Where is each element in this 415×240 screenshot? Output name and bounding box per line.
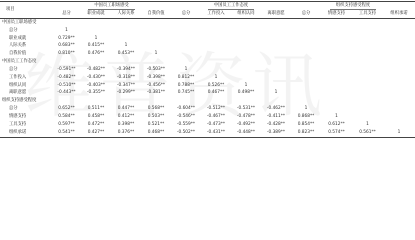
table-cell: 0.745** <box>177 90 195 96</box>
table-cell <box>352 89 383 97</box>
table-cell: -0.347** <box>116 82 136 88</box>
table-cell <box>321 35 352 43</box>
table-cell: -0.604** <box>176 106 196 112</box>
table-cell: 0.574** <box>321 129 352 137</box>
row-label: 总分 <box>9 106 18 112</box>
table-cell <box>352 74 383 82</box>
table-cell <box>352 82 383 90</box>
table-cell: 0.447** <box>117 106 135 112</box>
table-row <box>0 113 415 121</box>
correlation-table <box>0 1 415 138</box>
table-cell <box>231 50 261 58</box>
table-cell <box>141 35 171 43</box>
table-cell <box>231 42 261 50</box>
table-cell <box>171 58 201 66</box>
table-cell: 0.415** <box>87 43 105 49</box>
row-label: 情感支持 <box>9 113 27 119</box>
table-cell <box>383 35 415 43</box>
section-row <box>0 18 415 26</box>
table-row <box>0 89 415 97</box>
table-cell: -0.355** <box>86 90 106 96</box>
table-cell <box>352 97 383 105</box>
table-cell <box>261 82 291 90</box>
table-cell <box>171 35 201 43</box>
table-cell <box>291 58 321 66</box>
table-cell <box>383 27 415 35</box>
table-cell: -0.462** <box>266 106 286 112</box>
table-cell <box>111 97 141 105</box>
table-row <box>0 50 415 58</box>
table-cell <box>201 97 231 105</box>
table-cell <box>171 27 201 35</box>
table-cell <box>231 58 261 66</box>
table-cell <box>321 105 352 113</box>
table-cell <box>291 35 321 43</box>
row-label: 总分 <box>9 27 18 33</box>
table-cell: 1 <box>335 113 338 119</box>
table-cell: 0.468** <box>141 129 171 137</box>
table-cell <box>321 89 352 97</box>
table-cell: 1 <box>124 43 128 49</box>
table-cell <box>231 27 261 35</box>
table-cell <box>52 58 81 66</box>
table-cell <box>352 58 383 66</box>
table-cell: 0.561** <box>352 129 383 137</box>
table-cell <box>261 18 291 26</box>
table-cell <box>201 27 231 35</box>
table-cell <box>352 27 383 35</box>
table-cell: -0.430** <box>86 74 106 80</box>
table-cell: -0.473** <box>206 121 226 127</box>
table-cell: -0.591** <box>57 66 76 72</box>
table-row <box>0 74 415 82</box>
table-cell: 0.503** <box>147 113 165 119</box>
table-cell: 0.526** <box>207 82 225 88</box>
table-cell: 1 <box>383 129 415 137</box>
table-cell: -0.398** <box>146 74 166 80</box>
table-row <box>0 105 415 113</box>
table-cell <box>111 27 141 35</box>
table-row <box>0 27 415 35</box>
column-header: 离职意愿 <box>261 10 291 18</box>
section-label: 中国员工工作态度 <box>2 59 37 65</box>
section-row <box>0 97 415 105</box>
table-cell <box>383 113 415 121</box>
table-cell: -0.403** <box>86 82 106 88</box>
table-cell: 0.683** <box>58 43 75 49</box>
table-row <box>0 121 415 129</box>
column-header: 总分 <box>291 10 321 18</box>
table-cell <box>383 89 415 97</box>
group-header: 中国员工工作态度 <box>171 2 291 11</box>
table-cell: -0.482** <box>57 74 76 80</box>
table-cell <box>261 42 291 50</box>
table-cell <box>231 35 261 43</box>
table-cell: 0.427** <box>81 129 111 137</box>
table-cell <box>261 66 291 74</box>
table-cell <box>201 66 231 74</box>
table-cell <box>201 42 231 50</box>
row-label: 离职意愿 <box>9 90 27 96</box>
table-cell: 0.453** <box>117 51 135 57</box>
table-cell: 0.812** <box>177 74 195 80</box>
table-cell: -0.478** <box>236 113 256 119</box>
table-cell: 1 <box>274 90 278 96</box>
table-cell <box>383 50 415 58</box>
table-cell <box>141 42 171 50</box>
column-header: 组织认同 <box>231 10 261 18</box>
table-cell: 0.584** <box>58 113 75 119</box>
table-cell: -0.448** <box>231 129 261 137</box>
table-cell: 1 <box>366 121 369 127</box>
table-cell: 1 <box>94 35 98 41</box>
row-label: 组织承诺 <box>0 129 52 137</box>
table-cell <box>171 18 201 26</box>
table-cell <box>383 58 415 66</box>
table-cell <box>291 82 321 90</box>
table-cell: 0.788** <box>177 82 195 88</box>
table-cell <box>321 66 352 74</box>
table-cell: -0.492** <box>236 121 256 127</box>
table-cell <box>111 58 141 66</box>
table-cell: -0.546** <box>176 113 196 119</box>
table-cell <box>291 50 321 58</box>
table-cell <box>261 74 291 82</box>
table-cell: 0.398** <box>117 121 135 127</box>
corner-label: 项目 <box>0 2 52 19</box>
table-cell <box>141 27 171 35</box>
table-cell <box>141 18 171 26</box>
table-cell <box>352 113 383 121</box>
group-header: 中国员工职场感受 <box>52 2 171 11</box>
table-row <box>0 129 415 137</box>
table-cell <box>171 97 201 105</box>
column-header: 总分 <box>171 10 201 18</box>
table-cell <box>321 27 352 35</box>
table-cell <box>352 42 383 50</box>
table-cell: -0.443** <box>57 90 76 96</box>
table-cell: -0.502** <box>171 129 201 137</box>
table-cell: 1 <box>154 51 158 57</box>
column-header: 自我价值 <box>141 10 171 18</box>
table-cell <box>231 66 261 74</box>
table-cell <box>201 18 231 26</box>
table-cell <box>383 97 415 105</box>
table-cell <box>383 18 415 26</box>
table-cell <box>321 18 352 26</box>
section-row <box>0 58 415 66</box>
table-cell <box>111 18 141 26</box>
table-cell <box>261 35 291 43</box>
table-cell <box>383 42 415 50</box>
row-label: 工具支持 <box>9 121 27 127</box>
row-label: 总分 <box>9 66 18 72</box>
table-cell: 0.467** <box>207 90 225 96</box>
row-label: 职业成就 <box>9 35 27 41</box>
column-header: 工作投入 <box>201 10 231 18</box>
table-cell <box>321 50 352 58</box>
table-cell <box>321 42 352 50</box>
column-header: 职业成就 <box>81 10 111 18</box>
table-cell: 1 <box>214 74 218 80</box>
table-row <box>0 82 415 90</box>
table-cell <box>383 121 415 129</box>
table-cell: -0.299** <box>116 90 136 96</box>
table-cell <box>201 35 231 43</box>
table-cell <box>321 74 352 82</box>
table-cell <box>352 18 383 26</box>
table-row <box>0 35 415 43</box>
table-cell <box>291 89 321 97</box>
table-cell <box>261 58 291 66</box>
row-label: 自我价值 <box>9 51 27 57</box>
table-cell <box>171 42 201 50</box>
table-cell: 0.412** <box>117 113 135 119</box>
column-header: 情感支持 <box>321 10 352 18</box>
table-cell: 0.810** <box>58 51 75 57</box>
table-cell: -0.411** <box>266 113 286 119</box>
column-header: 总分 <box>52 10 81 18</box>
table-cell: 0.568** <box>147 106 165 112</box>
table-cell: -0.394** <box>116 66 136 72</box>
table-cell: 0.376** <box>111 129 141 137</box>
table-cell <box>81 18 111 26</box>
table-cell <box>52 97 81 105</box>
group-header-row <box>0 2 415 11</box>
table-cell <box>352 66 383 74</box>
table-cell: 0.458** <box>87 113 105 119</box>
table-cell <box>383 74 415 82</box>
table-cell: -0.389** <box>261 129 291 137</box>
table-cell <box>352 35 383 43</box>
table-cell <box>201 58 231 66</box>
table-cell: 0.511** <box>87 106 105 112</box>
table-cell: -0.381** <box>146 90 166 96</box>
table-cell <box>321 82 352 90</box>
table-cell <box>52 18 81 26</box>
table-cell <box>291 66 321 74</box>
table-cell: 0.498** <box>237 90 255 96</box>
column-header-row <box>0 10 415 18</box>
row-label: 组织认同 <box>9 82 27 88</box>
table-cell <box>352 105 383 113</box>
row-label: 工作投入 <box>9 74 27 80</box>
table-cell: -0.512** <box>206 106 226 112</box>
table-row <box>0 42 415 50</box>
table-cell: -0.428** <box>266 121 286 127</box>
table-cell <box>291 18 321 26</box>
table-cell <box>383 82 415 90</box>
table-cell <box>111 35 141 43</box>
table-cell: 0.612** <box>328 121 345 127</box>
table-cell: -0.531** <box>236 106 256 112</box>
table-row <box>0 66 415 74</box>
table-cell: 0.476** <box>87 51 105 57</box>
table-cell: 1 <box>184 66 188 72</box>
table-cell <box>321 97 352 105</box>
table-cell: 1 <box>65 27 68 33</box>
table-cell: -0.431** <box>201 129 231 137</box>
table-cell <box>231 74 261 82</box>
table-cell: -0.503** <box>146 66 166 72</box>
table-cell: 0.729** <box>58 35 75 41</box>
group-header: 组织支持感受程度 <box>291 2 415 11</box>
row-label: 人际关系 <box>9 43 27 49</box>
table-cell <box>352 50 383 58</box>
column-header: 组织承诺 <box>383 10 415 18</box>
table-cell: -0.559** <box>176 121 196 127</box>
table-cell <box>171 50 201 58</box>
table-cell: 0.597** <box>58 121 75 127</box>
table-cell <box>321 58 352 66</box>
column-header: 工具支持 <box>352 10 383 18</box>
table-cell <box>261 50 291 58</box>
table-cell: -0.510** <box>57 82 76 88</box>
table-cell <box>261 27 291 35</box>
table-cell <box>291 97 321 105</box>
table-cell: 1 <box>304 106 308 112</box>
table-cell <box>141 58 171 66</box>
table-cell <box>201 50 231 58</box>
table-cell: 0.854** <box>297 121 315 127</box>
table-cell: -0.318** <box>116 74 136 80</box>
table-cell: 0.652** <box>58 106 75 112</box>
table-cell: 1 <box>244 82 248 88</box>
table-cell <box>261 97 291 105</box>
table-cell <box>291 74 321 82</box>
table-cell: 0.823** <box>291 129 321 137</box>
table-cell <box>231 18 261 26</box>
table-cell: -0.456** <box>146 82 166 88</box>
table-cell: -0.467** <box>206 113 226 119</box>
table-cell <box>141 97 171 105</box>
table-cell: 0.868** <box>297 113 315 119</box>
table-cell <box>383 105 415 113</box>
table-cell: 0.521** <box>147 121 165 127</box>
table-cell <box>81 27 111 35</box>
table-cell: 0.472** <box>87 121 105 127</box>
table-cell: 0.541** <box>52 129 81 137</box>
table-cell <box>291 42 321 50</box>
section-label: 中国员工职场感受 <box>2 19 37 25</box>
table-cell <box>81 58 111 66</box>
table-cell <box>231 97 261 105</box>
table-cell <box>383 66 415 74</box>
column-header: 人际关系 <box>111 10 141 18</box>
table-cell <box>291 27 321 35</box>
table-cell <box>81 97 111 105</box>
section-label: 组织支持感受程度 <box>2 98 37 104</box>
table-cell: -0.482** <box>86 66 106 72</box>
